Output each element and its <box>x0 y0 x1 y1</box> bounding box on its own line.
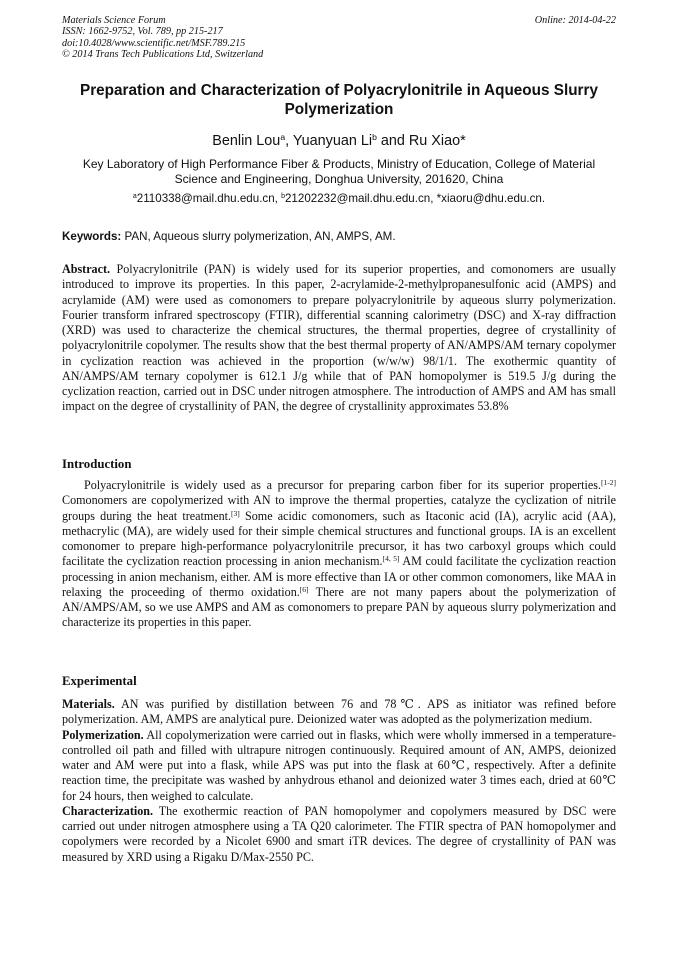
author-name: Yuanyuan Li <box>292 133 373 149</box>
intro-text: Comonomers are copolymerized with AN to improve the thermal properties, catalyze the cyclization of nitrile groups during the heat treatment. <box>62 493 616 523</box>
affiliation: Key Laboratory of High Performance Fiber & Products, Ministry of Education, College of Material Science and Engineering, Donghua University, 201620, China <box>82 157 596 186</box>
abstract <box>62 262 616 415</box>
materials-text: AN was purified by distillation between 76 and 78℃. APS as initiator was refined before polymerization. AM, AMPS are analytical pure. Deionized water was adopted as the polymerization medium. <box>62 697 616 727</box>
journal-info <box>62 15 616 60</box>
journal-doi[interactable]: doi:10.4028/www.scientific.net/MSF.789.215 <box>62 37 246 49</box>
online-date: Online: 2014-04-22 <box>534 15 616 26</box>
intro-text: AM could facilitate the cyclization reaction processing in anion mechanism, either. AM is more effective than IA or other common comonomers, like MAA in relaxing the proceeding of thermo oxidation. <box>62 554 616 599</box>
email-link[interactable]: 2110338@mail.dhu.edu.cn, <box>136 192 282 205</box>
keywords <box>62 230 616 243</box>
citation[interactable]: [3] <box>231 508 240 518</box>
paper-title: Preparation and Characterization of Polyacrylonitrile in Aqueous Slurry Polymerization <box>80 82 598 118</box>
experimental-heading: Experimental <box>62 674 137 688</box>
abstract-label: Abstract. <box>62 262 111 276</box>
author-list <box>62 133 616 149</box>
author-emails <box>62 192 616 205</box>
citation[interactable]: [1-2] <box>601 477 616 487</box>
abstract-text: Polyacrylonitrile (PAN) is widely used for its superior properties, and comonomers are usually introduced to improve its properties. In this paper, 2-acrylamide-2-methylpropanesulfonic acid (AMPS) and acrylamide (AM) were used as comonomers to prepare polyacrylonitrile by aqueous slurry polymerization. Fourier transform infrared spectroscopy (FTIR), differential scanning calorimetry (DSC) and X-ray diffraction (XRD) was used to characterize the chemical structures, the thermal properties, degree of crystallinity of polyacrylonitrile copolymer. The results show that the best thermal property of AN/AMPS/AM ternary copolymer in cyclization reaction was achieved in the proportion (w/w/w) 98/1/1. The exothermic quantity of AN/AMPS/AM ternary copolymer is 612.1 J/g while that of PAN homopolymer is 519.5 J/g during the cyclization reaction, carried out in DSC under nitrogen atmosphere. The introduction of AMPS and AM has small impact on the degree of crystallinity of PAN, the degree of crystallinity approximates 53.8% <box>62 262 616 414</box>
polymerization-label: Polymerization. <box>62 727 144 742</box>
citation[interactable]: [4, 5] <box>382 554 400 564</box>
intro-text: There are not many papers about the polymerization of AN/AMPS/AM, so we use AMPS and AM as comonomers to prepare PAN by aqueous slurry polymerization and characterize its properties in this paper. <box>62 584 616 630</box>
keywords-label: Keywords: <box>62 230 122 243</box>
materials-label: Materials. <box>62 697 115 711</box>
email-marker: b <box>281 192 285 200</box>
author-separator: , <box>285 133 293 149</box>
characterization-label: Characterization. <box>62 803 154 818</box>
characterization-paragraph <box>62 804 616 865</box>
keywords-text: PAN, Aqueous slurry polymerization, AN, AMPS, AM. <box>121 230 396 243</box>
intro-text: Polyacrylonitrile is widely used as a precursor for preparing carbon fiber for its superior properties. <box>84 478 601 492</box>
polymerization-paragraph <box>62 728 616 804</box>
introduction-paragraph <box>62 478 616 631</box>
materials-paragraph <box>62 697 616 728</box>
citation[interactable]: [6] <box>299 584 309 594</box>
journal-header <box>62 15 616 60</box>
journal-copyright: © 2014 Trans Tech Publications Ltd, Switzerland <box>62 48 264 60</box>
journal-name: Materials Science Forum <box>62 15 166 26</box>
intro-text: Some acidic comonomers, such as Itaconic acid (IA), acrylic acid (AA), methacrylic (MA), are widely used for their simple chemical structures and functional groups. IA is an excellent comonomer to prepare high-performance polyacrylonitrile precursor, it has two carboxyl groups which could facilitate the cyclization reaction processing in anion mechanism. <box>62 508 616 569</box>
journal-issn: ISSN: 1662-9752, Vol. 789, pp 215-217 <box>62 26 223 38</box>
email-link[interactable]: 21202232@mail.dhu.edu.cn, *xiaoru@dhu.edu.cn. <box>284 192 546 205</box>
introduction-heading: Introduction <box>62 457 132 471</box>
author-marker: b <box>372 131 377 142</box>
author-name: and Ru Xiao* <box>376 133 466 149</box>
polymerization-text: All copolymerization were carried out in flasks, which were wholly immersed in a temperature-controlled oil path and filled with ultrapure nitrogen continuously. Required amount of AN, AMPS, deionized water and AM were put into a flask, while APS was put into the flask at 60℃, respectively. After a definite reaction time, the precipitate was washed by anhydrous ethanol and deionized water 3 times each, dried at 60℃ for 24 hours, then weighed to calculate. <box>62 727 616 803</box>
characterization-text: The exothermic reaction of PAN homopolymer and copolymers measured by DSC were carried out under nitrogen atmosphere using a TA Q20 calorimeter. The FTIR spectra of PAN homopolymer and copolymers were recorded by a Nicolet 6900 and smart iTR devices. The degree of crystallinity of PAN was measured by XRD using a Rigaku D/Max-2550 PC. <box>62 803 616 864</box>
email-marker: a <box>132 192 137 200</box>
experimental-section <box>62 697 616 865</box>
author-marker: a <box>280 131 286 142</box>
author-name: Benlin Lou <box>212 133 281 149</box>
